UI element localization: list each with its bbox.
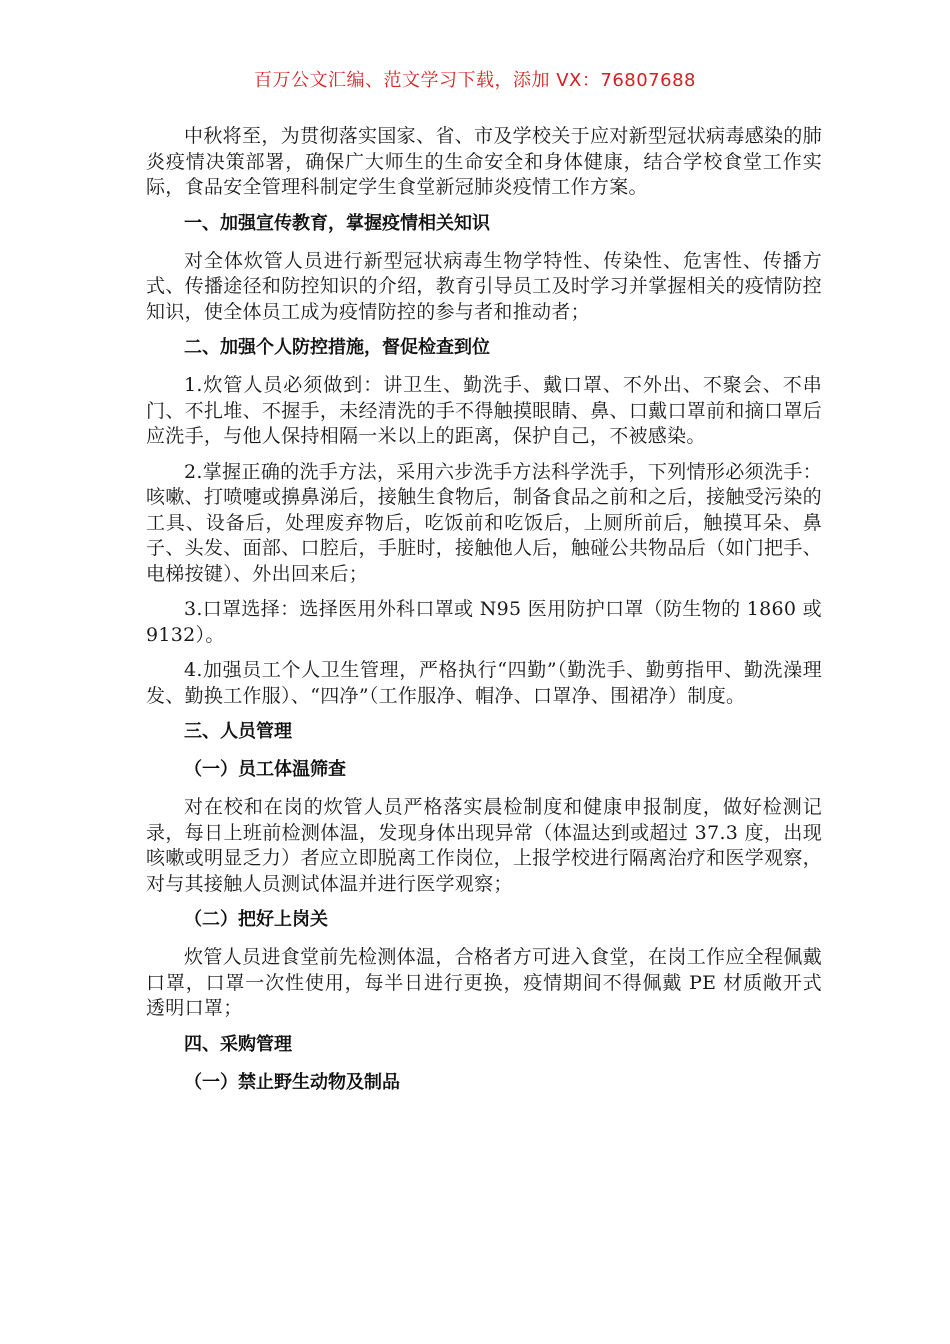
document-body xyxy=(146,124,822,1108)
section-2-item-4: 4.加强员工个人卫生管理，严格执行“四勤”（勤洗手、勤剪指甲、勤洗澡理发、勤换工作服）、“四净”（工作服净、帽净、口罩净、围裙净）制度。 xyxy=(146,659,822,707)
section-4-title: 四、采购管理 xyxy=(184,1033,292,1055)
section-3-subtitle-1: （一）员工体温筛查 xyxy=(184,759,346,780)
intro-paragraph: 中秋将至，为贯彻落实国家、省、市及学校关于应对新型冠状病毒感染的肺炎疫情决策部署，确保广大师生的生命安全和身体健康，结合学校食堂工作实际，食品安全管理科制定学生食堂新冠肺炎疫情工作方案。 xyxy=(146,125,822,198)
section-4-subtitle-1: （一）禁止野生动物及制品 xyxy=(184,1071,400,1093)
section-2-item-1: 1.炊管人员必须做到：讲卫生、勤洗手、戴口罩、不外出、不聚会、不串门、不扎堆、不握手，未经清洗的手不得触摸眼睛、鼻、口戴口罩前和摘口罩后应洗手，与他人保持相隔一米以上的距离，保护自己，不被感染。 xyxy=(146,374,822,447)
section-1-title: 一、加强宣传教育，掌握疫情相关知识 xyxy=(184,212,490,234)
header-banner: 百万公文汇编、范文学习下载，添加 VX：76807688 xyxy=(254,70,696,91)
section-2-title: 二、加强个人防控措施，督促检查到位 xyxy=(184,337,490,358)
section-3-title: 三、人员管理 xyxy=(184,721,292,742)
section-3-paragraph-2: 炊管人员进食堂前先检测体温，合格者方可进入食堂，在岗工作应全程佩戴口罩，口罩一次性使用，每半日进行更换，疫情期间不得佩戴 PE 材质敞开式透明口罩； xyxy=(146,946,822,1019)
section-2-item-2: 2.掌握正确的洗手方法，采用六步洗手方法科学洗手，下列情形必须洗手：咳嗽、打喷嚏或擤鼻涕后，接触生食物后，制备食品之前和之后，接触受污染的工具、设备后，处理废弃物后，吃饭前和吃饭后，上厕所前后，触摸耳朵、鼻子、头发、面部、口腔后，手脏时，接触他人后，触碰公共物品后（如门把手、电梯按键）、外出回来后； xyxy=(146,460,822,585)
section-3-subtitle-2: （二）把好上岗关 xyxy=(184,909,328,930)
section-1-paragraph: 对全体炊管人员进行新型冠状病毒生物学特性、传染性、危害性、传播方式、传播途径和防控知识的介绍，教育引导员工及时学习并掌握相关的疫情防控知识，使全体员工成为疫情防控的参与者和推动者； xyxy=(146,249,822,323)
section-2-item-3: 3.口罩选择：选择医用外科口罩或 N95 医用防护口罩（防生物的 1860 或 9132）。 xyxy=(146,598,822,646)
section-3-paragraph-1: 对在校和在岗的炊管人员严格落实晨检制度和健康申报制度，做好检测记录，每日上班前检测体温，发现身体出现异常（体温达到或超过 37.3 度，出现咳嗽或明显乏力）者应立即脱离工作岗位，上报学校进行隔离治疗和医学观察，对与其接触人员测试体温并进行医学观察； xyxy=(146,796,822,895)
